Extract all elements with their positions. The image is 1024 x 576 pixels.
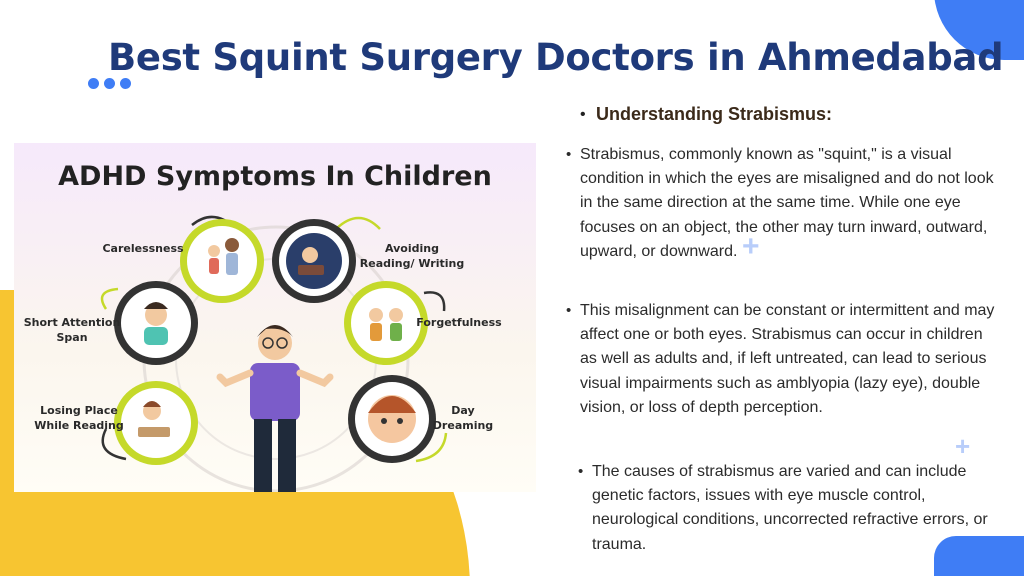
cartoon-character [220, 325, 330, 492]
label-losing-place: Losing Place While Reading [34, 404, 124, 432]
decor-dots [88, 78, 131, 89]
icon-short-attention [114, 281, 198, 365]
label-short-attention: Short Attention Span [23, 316, 121, 344]
label-carelessness: Carelessness [102, 242, 184, 255]
paragraph-causes: • The causes of strabismus are varied and can include genetic factors, issues with eye muscle control, neurological conditions, uncorrected refractive errors, or trauma. [592, 460, 992, 557]
adhd-infographic [14, 143, 536, 492]
label-avoiding-reading: Avoiding Reading/ Writing [359, 242, 465, 270]
icon-carelessness [180, 219, 264, 303]
paragraph-definition: • Strabismus, commonly known as "squint," is a visual condition in which the eyes are misaligned and do not look in the same direction at the same time. While one eye focuses on an object, the other may turn inward, outward, upward, or downward. [580, 143, 1000, 264]
slide-title: Best Squint Surgery Doctors in Ahmedabad [108, 36, 1004, 79]
icon-avoiding-reading [272, 219, 356, 303]
label-day-dreaming: Day Dreaming [432, 404, 494, 432]
icon-day-dreaming [348, 375, 436, 463]
section-heading: Understanding Strabismus: [596, 104, 833, 124]
label-forgetfulness: Forgetfulness [416, 316, 502, 329]
plus-icon: + [955, 431, 971, 461]
heading-bullet: • [580, 106, 586, 123]
infographic-title: ADHD Symptoms In Children [58, 161, 492, 192]
paragraph-misalignment: • This misalignment can be constant or intermittent and may affect one or both eyes. Strabismus can occur in children as well as adults and, if left untreated, can lead to serious visual impairments such as amblyopia (lazy eye), double vision, or loss of depth perception. [580, 299, 1000, 420]
plus-icon: + [742, 230, 760, 263]
